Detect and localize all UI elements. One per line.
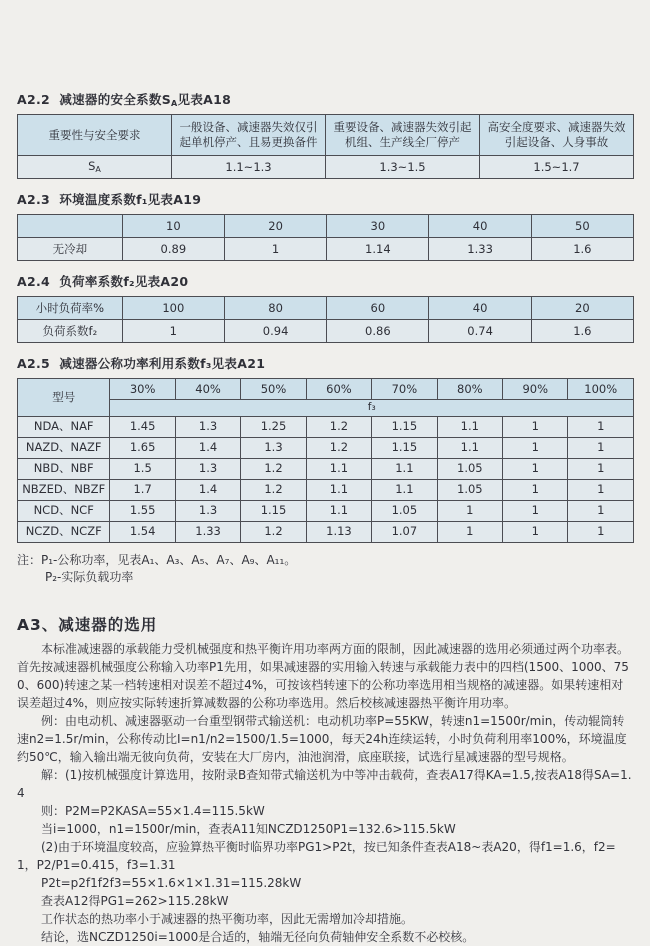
paragraph: 结论，选NCZD1250i=1000是合适的，轴端无径向负荷轴伸安全系数不必校核。 [41,929,475,944]
table-cell: 1 [437,500,502,521]
table-cell: 1.3~1.5 [326,156,480,179]
table-cell: 1 [568,521,634,542]
table-header-cell: 60% [306,379,371,400]
table-cell: 1 [437,521,502,542]
section-title-a22 [17,90,634,108]
note-line: 注：P₁-公称功率，见表A₁、A₃、A₅、A₇、A₉、A₁₁。 [17,552,297,567]
table-cell: 1 [503,458,568,479]
table-header-cell: 10 [122,215,224,238]
table-corner-cell: 型号 [18,379,110,417]
table-cell: 1.1 [306,500,371,521]
section-heading-a3: A3、减速器的选用 [17,615,158,634]
table-header-cell: 高安全度要求、减速器失效引起设备、人身事故 [480,115,634,156]
model-cell: NBD、NBF [18,458,110,479]
table-cell: 1.1 [372,458,437,479]
table-cell: 1.05 [437,458,502,479]
table-cell: 1.4 [175,437,240,458]
paragraph: 解：(1)按机械强度计算选用，按附录B查知带式输送机为中等冲击载荷，查表A17得KA=1.5,按表A18得SA=1.4 [17,767,632,800]
table-cell: 1 [568,416,634,437]
paragraph: (2)由于环境温度较高，应验算热平衡时临界功率PG1>P2t，按已知条件查表A18~表A20，得f1=1.6，f2=1，P2/P1=0.415，f3=1.31 [17,839,616,872]
table-cell: 1.5 [110,458,175,479]
table-header-cell: 50 [531,215,633,238]
table-cell: 1.6 [531,238,633,261]
table-cell: 1.2 [241,458,306,479]
table-row [18,400,634,417]
model-cell: NBZED、NBZF [18,479,110,500]
table-a19-ambient-temperature [17,214,634,261]
table-cell: 0.86 [327,320,429,343]
table-header-cell: 80% [437,379,502,400]
table-header-cell: 90% [503,379,568,400]
table-header-cell: 100 [122,297,224,320]
table-cell: 1.05 [437,479,502,500]
table-cell: 1.07 [372,521,437,542]
table-cell: 1.33 [429,238,531,261]
table-header-cell: 重要性与安全要求 [18,115,172,156]
table-header-cell: 60 [327,297,429,320]
table-cell: 1.15 [372,416,437,437]
section-title-a25: A2.5 减速器公称功率利用系数f₃见表A21 [17,356,266,371]
table-row [18,500,634,521]
table-cell: 1.1 [306,458,371,479]
table-cell: 1.65 [110,437,175,458]
table-cell: 1.3 [241,437,306,458]
table-row [18,479,634,500]
table-row [18,521,634,542]
paragraph: 本标准减速器的承载能力受机械强度和热平衡许用功率两方面的限制，因此减速器的选用必须通过两个功率表。首先按减速器机械强度公称输入功率P1先用，如果减速器的实用输入转速与承载能力表中的四档(1500、1000、750、600)转速之某一档转速相对误差不超过4%，可按该档转速下的公称功率选用相当规格的减速器。如果转速相对误差超过4%，则应按实际转速折算减数器的公称功率选用。然后校核减速器热平衡许用功率。 [17,641,630,710]
table-cell: 1 [503,437,568,458]
table-row [18,156,634,179]
table-cell: 1 [568,437,634,458]
section-title-text: 见表A18 [177,92,232,107]
table-cell: 0.89 [122,238,224,261]
table-cell: 1 [503,521,568,542]
model-cell: NCD、NCF [18,500,110,521]
table-header-cell: 80 [224,297,326,320]
table-cell: 1 [503,479,568,500]
table-header-cell: 重要设备、减速器失效引起机组、生产线全厂停产 [326,115,480,156]
table-row [18,458,634,479]
table-cell: 0.94 [224,320,326,343]
table-cell: 1.45 [110,416,175,437]
table-cell: 1.15 [372,437,437,458]
model-cell: NCZD、NCZF [18,521,110,542]
table-row [18,238,634,261]
table-a18-safety-factor [17,114,634,179]
table-cell: 负荷系数f₂ [18,320,123,343]
table-row [18,115,634,156]
table-cell: 1.25 [241,416,306,437]
table-cell: 无冷却 [18,238,123,261]
table-cell: 1.5~1.7 [480,156,634,179]
section-title-a23: A2.3 环境温度系数f₁见表A19 [17,192,202,207]
table-cell: 1.2 [241,521,306,542]
table-cell: 1.15 [241,500,306,521]
table-cell: 1.1 [372,479,437,500]
table-row [18,320,634,343]
table-cell: 1.1~1.3 [172,156,326,179]
table-cell: 1.55 [110,500,175,521]
table-header-cell: 50% [241,379,306,400]
table-row [18,437,634,458]
table-a21-power-utilization [17,378,634,543]
table-notes [17,552,634,586]
table-cell: 1.1 [306,479,371,500]
table-cell [18,156,172,179]
note-line: P₂-实际负载功率 [45,569,134,584]
table-cell: 1.3 [175,458,240,479]
table-row [18,379,634,400]
section-title-text: A2.2 减速器的安全系数S [17,92,172,107]
table-cell: 1 [568,458,634,479]
table-cell: 0.74 [429,320,531,343]
subscript-text: A [171,99,178,108]
table-cell: 1.14 [327,238,429,261]
table-cell: 1.13 [306,521,371,542]
table-cell: 1.1 [437,416,502,437]
table-cell: 1.05 [372,500,437,521]
cell-text: S [88,158,96,173]
table-cell: 1 [503,416,568,437]
table-header-cell: 30 [327,215,429,238]
table-header-cell: 20 [224,215,326,238]
paragraph: 当i=1000，n1=1500r/min，查表A11知NCZD1250P1=132.6>115.5kW [41,821,456,836]
table-cell: 1.33 [175,521,240,542]
table-cell: 1.54 [110,521,175,542]
table-header-cell: 40% [175,379,240,400]
table-cell: 1.6 [531,320,633,343]
table-row [18,416,634,437]
paragraph: 例：由电动机、减速器驱动一台重型钢带式输送机：电动机功率P=55KW，转速n1=1500r/min，传动辊筒转速n2=1.5r/min，公称传动比I=n1/n2=1500/1.5=1000，每天24h连续运转，小时负荷利用率100%，环境温度约50℃，输入输出端无彼向负荷，安装在大厂房内，油池润滑，底座联接，试选行星减速器的型号规格。 [17,713,627,764]
table-header-cell: 20 [531,297,633,320]
table-cell: 1 [568,479,634,500]
table-subheader-cell: f₃ [110,400,634,417]
paragraph: 查表A12得PG1=262>115.28kW [41,893,229,908]
table-row [18,215,634,238]
table-cell: 1 [224,238,326,261]
table-cell: 1.7 [110,479,175,500]
table-header-cell: 40 [429,297,531,320]
table-cell: 1.1 [437,437,502,458]
table-header-cell [18,215,123,238]
table-cell: 1.2 [241,479,306,500]
table-header-cell: 一般设备、减速器失效仅引起单机停产、且易更换备件 [172,115,326,156]
paragraph: 工作状态的热功率小于减速器的热平衡功率，因此无需增加冷却措施。 [41,911,414,926]
subscript-text: A [95,164,101,174]
model-cell: NDA、NAF [18,416,110,437]
table-cell: 1.2 [306,437,371,458]
table-cell: 1 [122,320,224,343]
table-cell: 1.3 [175,500,240,521]
paragraph: P2t=p2f1f2f3=55×1.6×1×1.31=115.28kW [41,875,302,890]
table-row [18,297,634,320]
table-cell: 1 [568,500,634,521]
table-cell: 1.4 [175,479,240,500]
table-header-cell: 30% [110,379,175,400]
table-cell: 1 [503,500,568,521]
table-header-cell: 70% [372,379,437,400]
paragraph: 则：P2M=P2KASA=55×1.4=115.5kW [41,803,265,818]
model-cell: NAZD、NAZF [18,437,110,458]
table-header-cell: 100% [568,379,634,400]
table-a20-load-factor [17,296,634,343]
table-header-cell: 小时负荷率% [18,297,123,320]
table-cell: 1.2 [306,416,371,437]
table-cell: 1.3 [175,416,240,437]
table-header-cell: 40 [429,215,531,238]
section-title-a24: A2.4 负荷率系数f₂见表A20 [17,274,189,289]
